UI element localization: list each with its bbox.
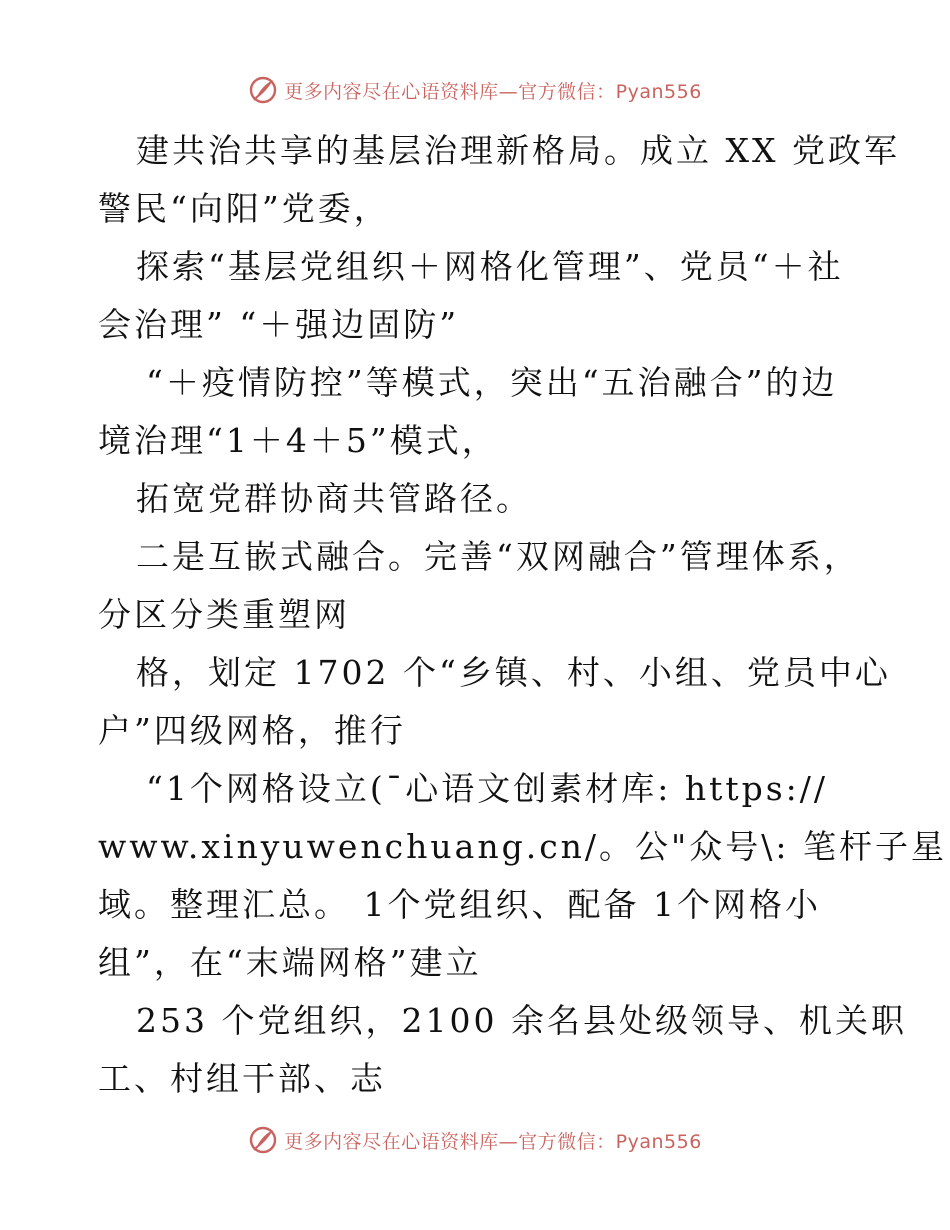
body-line: 组”，在“末端网格”建立 [98, 943, 482, 982]
body-line: 拓宽党群协商共管路径。 [136, 479, 532, 518]
body-line: 探索“基层党组织＋网格化管理”、党员“＋社 [136, 247, 844, 286]
header-banner-text: 更多内容尽在心语资料库—官方微信：Pyan556 [284, 80, 702, 103]
body-line: 253 个党组织，2100 余名县处级领导、机关职 [136, 1001, 907, 1040]
body-line: 会治理” “＋强边固防” [98, 305, 460, 344]
footer-banner-text: 更多内容尽在心语资料库—官方微信：Pyan556 [284, 1130, 702, 1153]
body-line: 建共治共享的基层治理新格局。成立 XX 党政军 [136, 131, 900, 170]
red-feather-logo-icon [248, 1125, 278, 1155]
footer-banner [0, 1120, 950, 1160]
body-line: 二是互嵌式融合。完善“双网融合”管理体系， [136, 537, 860, 576]
body-line: 警民“向阳”党委， [98, 189, 390, 228]
body-line: 工、村组干部、志 [98, 1059, 386, 1098]
body-line: 境治理“1＋4＋5”模式， [98, 421, 498, 460]
document-body [98, 122, 947, 1108]
body-line: 分区分类重塑网 [98, 595, 350, 634]
body-line: 户”四级网格，推行 [98, 711, 406, 750]
body-line: www.xinyuwenchuang.cn/。公"众号\: 笔杆子星 [98, 827, 947, 866]
red-feather-logo-icon [248, 75, 278, 105]
body-line: 域。整理汇总。 1个党组织、配备 1个网格小 [98, 885, 821, 924]
header-banner [0, 70, 950, 110]
body-line: 格，划定 1702 个“乡镇、村、小组、党员中心 [136, 653, 891, 692]
body-line: “1个网格设立(¯心语文创素材库: https:// [146, 769, 829, 808]
body-line: “＋疫情防控”等模式，突出“五治融合”的边 [146, 363, 838, 402]
